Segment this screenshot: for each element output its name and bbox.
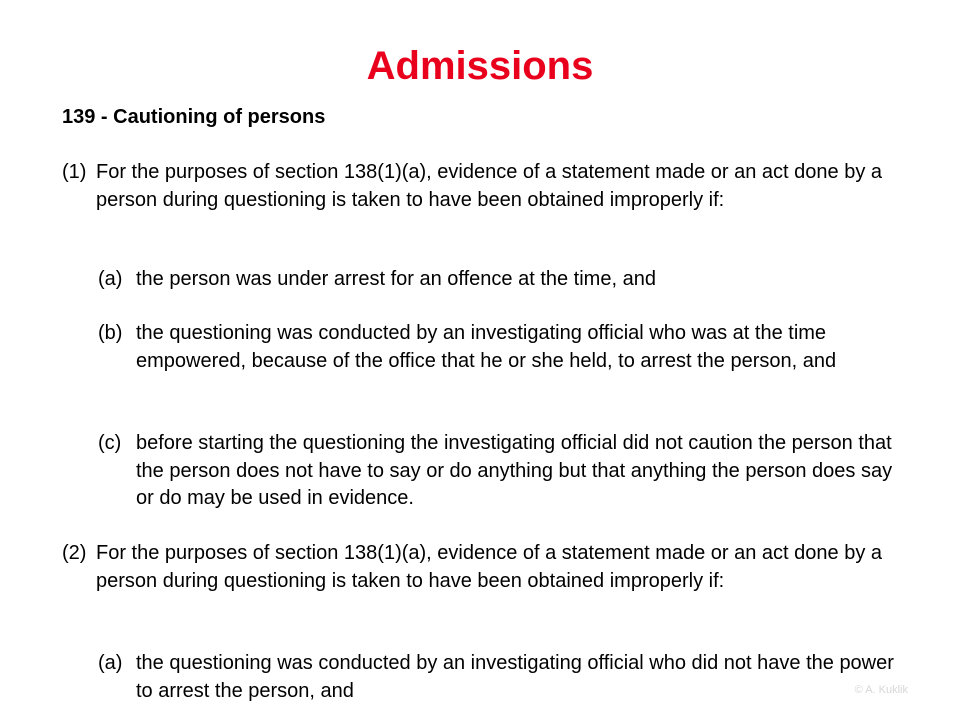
- clause-1-b: [98, 320, 910, 375]
- clause-2-marker: (2): [62, 542, 87, 564]
- clause-2-a-marker: (a): [98, 652, 123, 674]
- clause-1-c-marker: (c): [98, 432, 122, 454]
- clause-1-a: [98, 266, 910, 294]
- clause-1-c: [98, 430, 910, 513]
- clause-1-marker: (1): [62, 161, 87, 183]
- clause-1-b-marker: (b): [98, 322, 123, 344]
- section-heading: 139 - Cautioning of persons: [62, 106, 326, 128]
- clause-1-c-text: before starting the questioning the investigating official did not caution the person that the person does not have to say or do anything but that anything the person does say or do may be used in evidence.: [136, 432, 893, 509]
- clause-1-a-text: the person was under arrest for an offence at the time, and: [136, 268, 656, 290]
- clause-1-a-marker: (a): [98, 268, 123, 290]
- clause-2-a: [98, 650, 910, 705]
- copyright-notice: © A. Kuklik: [854, 684, 908, 696]
- clause-1-b-text: the questioning was conducted by an investigating official who was at the time empowered, because of the office that he or she held, to arrest the person, and: [136, 322, 837, 372]
- clause-1: [62, 159, 912, 214]
- clause-2-a-text: the questioning was conducted by an investigating official who did not have the power to arrest the person, and: [136, 652, 894, 702]
- clause-1-text: For the purposes of section 138(1)(a), evidence of a statement made or an act done by a person during questioning is taken to have been obtained improperly if:: [96, 161, 883, 211]
- slide-title: Admissions: [366, 44, 594, 88]
- clause-2: [62, 540, 912, 595]
- clause-2-text: For the purposes of section 138(1)(a), evidence of a statement made or an act done by a person during questioning is taken to have been obtained improperly if:: [96, 542, 883, 592]
